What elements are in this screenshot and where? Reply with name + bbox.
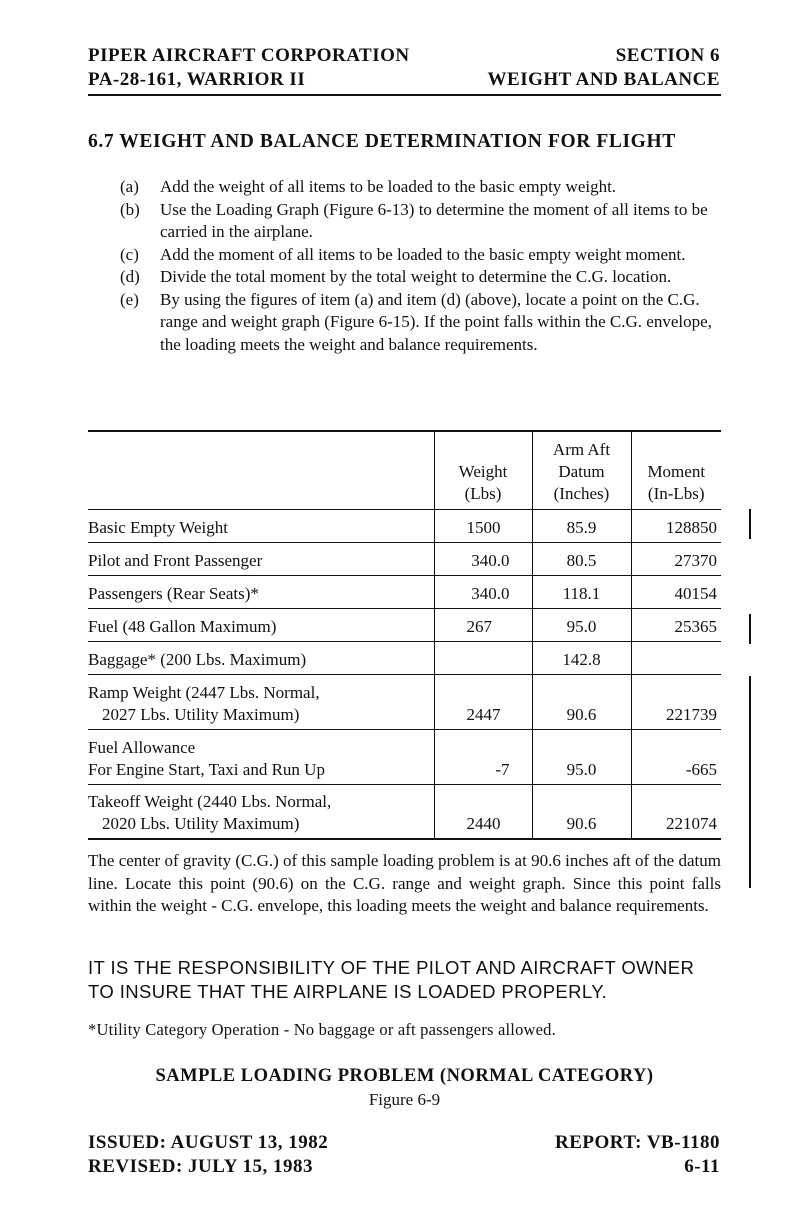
section-name: WEIGHT AND BALANCE bbox=[487, 69, 720, 90]
header-weight: Weight (Lbs) bbox=[434, 431, 532, 509]
row-weight: 340.0 bbox=[434, 575, 532, 608]
row-arm: 85.9 bbox=[532, 509, 631, 542]
row-moment: 40154 bbox=[631, 575, 721, 608]
table-header-row bbox=[88, 431, 721, 509]
table-row bbox=[88, 509, 721, 542]
running-header-right bbox=[488, 44, 720, 92]
row-description: Fuel (48 Gallon Maximum) bbox=[88, 616, 277, 636]
step-label: (b) bbox=[120, 199, 140, 219]
step-label: (d) bbox=[120, 267, 140, 286]
row-description: Passengers (Rear Seats)* bbox=[88, 583, 259, 603]
running-header-left bbox=[88, 44, 410, 92]
row-arm: 118.1 bbox=[532, 575, 631, 608]
table-row bbox=[88, 641, 721, 674]
step-text: Use the Loading Graph (Figure 6-13) to determine the moment of all items to be carried in the airplane. bbox=[160, 199, 708, 241]
step-label: (a) bbox=[120, 177, 139, 196]
revised-date: REVISED: JULY 15, 1983 bbox=[88, 1156, 313, 1177]
utility-footnote: *Utility Category Operation - No baggage or aft passengers allowed. bbox=[88, 1020, 556, 1039]
row-arm: 80.5 bbox=[532, 542, 631, 575]
row-weight: 340.0 bbox=[434, 542, 532, 575]
row-weight: 2440 bbox=[434, 784, 532, 839]
header-rule bbox=[88, 94, 721, 96]
aircraft-model: PA-28-161, WARRIOR II bbox=[88, 69, 306, 90]
step-a bbox=[120, 176, 725, 199]
row-moment: -665 bbox=[631, 729, 721, 784]
header-moment: Moment (In-Lbs) bbox=[631, 431, 721, 509]
table-row bbox=[88, 729, 721, 784]
section-title: 6.7 WEIGHT AND BALANCE DETERMINATION FOR FLIGHT bbox=[88, 131, 676, 152]
row-weight: 1500 bbox=[434, 509, 532, 542]
row-moment: 128850 bbox=[631, 509, 721, 542]
table-row bbox=[88, 608, 721, 641]
row-arm: 90.6 bbox=[532, 674, 631, 729]
row-weight bbox=[434, 641, 532, 674]
section-number: SECTION 6 bbox=[615, 45, 720, 66]
footer-dates bbox=[88, 1131, 328, 1179]
row-arm: 95.0 bbox=[532, 608, 631, 641]
header-blank bbox=[88, 431, 434, 509]
step-c bbox=[120, 244, 725, 267]
row-description: Fuel Allowance For Engine Start, Taxi and Run Up bbox=[88, 737, 325, 779]
row-moment: 27370 bbox=[631, 542, 721, 575]
footer-report bbox=[555, 1131, 720, 1179]
row-description: Ramp Weight (2447 Lbs. Normal, 2027 Lbs. Utility Maximum) bbox=[88, 682, 320, 724]
header-arm: Arm Aft Datum (Inches) bbox=[532, 431, 631, 509]
row-weight: -7 bbox=[434, 729, 532, 784]
row-description: Basic Empty Weight bbox=[88, 517, 228, 537]
row-moment: 221739 bbox=[631, 674, 721, 729]
row-description: Takeoff Weight (2440 Lbs. Normal, 2020 Lbs. Utility Maximum) bbox=[88, 792, 332, 833]
row-arm: 142.8 bbox=[532, 641, 631, 674]
step-text: Divide the total moment by the total weight to determine the C.G. location. bbox=[160, 267, 672, 286]
revision-bar bbox=[749, 676, 751, 888]
explanation-paragraph: The center of gravity (C.G.) of this sample loading problem is at 90.6 inches aft of the datum line. Locate this point (90.6) on the C.G. range and weight graph. Since this point falls within the weight - C.G. envelope, this loading meets the weight and balance requirements. bbox=[88, 851, 721, 915]
procedure-steps bbox=[120, 176, 725, 356]
step-label: (e) bbox=[120, 289, 139, 309]
step-label: (c) bbox=[120, 244, 139, 264]
company-name: PIPER AIRCRAFT CORPORATION bbox=[88, 45, 410, 66]
row-moment: 25365 bbox=[631, 608, 721, 641]
report-number: REPORT: VB-1180 bbox=[554, 1132, 720, 1153]
page-number: 6-11 bbox=[684, 1156, 720, 1177]
step-text: Add the weight of all items to be loaded to the basic empty weight. bbox=[160, 177, 617, 196]
step-d bbox=[120, 266, 725, 289]
revision-bar bbox=[749, 614, 751, 644]
row-description: Baggage* (200 Lbs. Maximum) bbox=[88, 649, 307, 669]
row-weight: 2447 bbox=[434, 674, 532, 729]
table-row bbox=[88, 674, 721, 729]
row-moment: 221074 bbox=[631, 784, 721, 839]
step-text: By using the figures of item (a) and item (d) (above), locate a point on the C.G. range and weight graph (Figure 6-15). If the point falls within the C.G. envelope, the loading meets the weight and balance requirements. bbox=[160, 289, 712, 354]
row-description: Pilot and Front Passenger bbox=[88, 550, 263, 570]
sample-loading-table bbox=[88, 430, 721, 840]
table-row bbox=[88, 575, 721, 608]
issued-date: ISSUED: AUGUST 13, 1982 bbox=[88, 1132, 329, 1153]
row-arm: 90.6 bbox=[532, 784, 631, 839]
step-text: Add the moment of all items to be loaded to the basic empty weight moment. bbox=[160, 244, 686, 264]
figure-number: Figure 6-9 bbox=[368, 1090, 441, 1109]
row-moment bbox=[631, 641, 721, 674]
row-arm: 95.0 bbox=[532, 729, 631, 784]
step-e bbox=[120, 289, 725, 357]
row-weight: 267 bbox=[434, 608, 532, 641]
responsibility-warning: IT IS THE RESPONSIBILITY OF THE PILOT AND AIRCRAFT OWNER TO INSURE THAT THE AIRPLANE IS LOADED PROPERLY. bbox=[88, 957, 695, 1002]
figure-title: SAMPLE LOADING PROBLEM (NORMAL CATEGORY) bbox=[155, 1066, 654, 1086]
revision-bar bbox=[749, 509, 751, 539]
step-b bbox=[120, 199, 725, 244]
table-row bbox=[88, 784, 721, 839]
table-row bbox=[88, 542, 721, 575]
